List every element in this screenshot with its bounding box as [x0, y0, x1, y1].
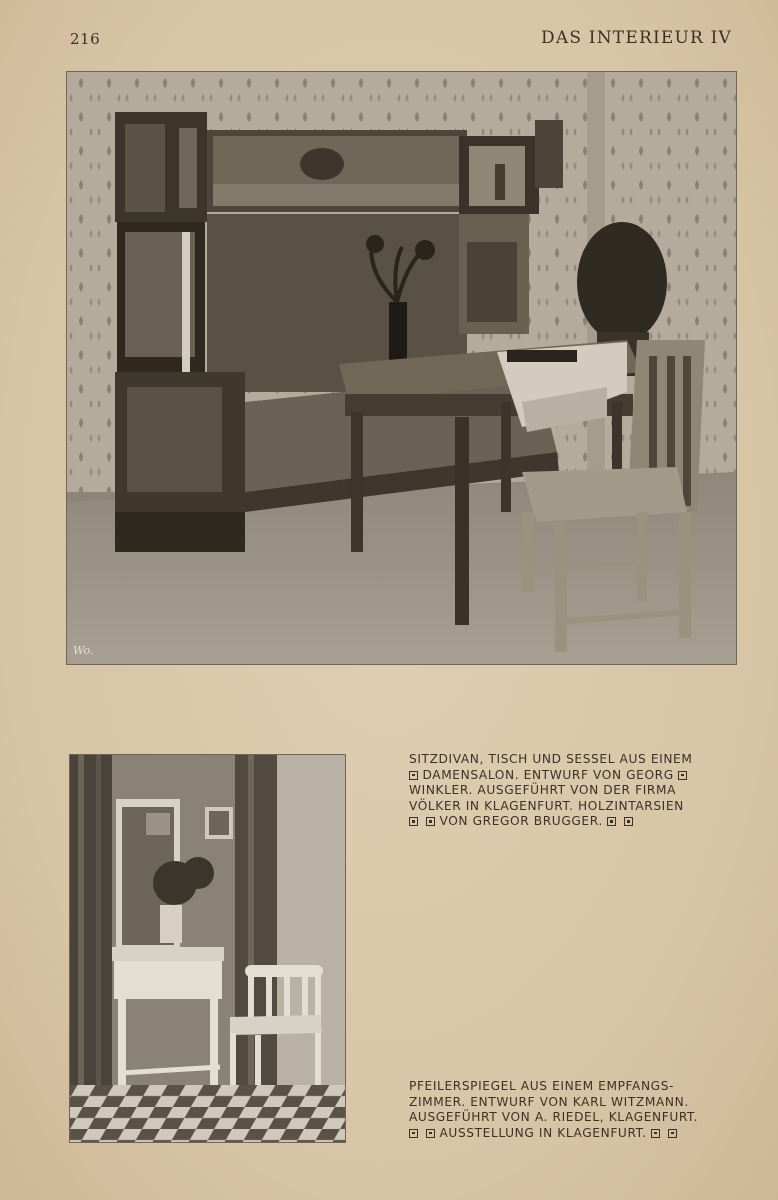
caption-line: PFEILERSPIEGEL AUS EINEM EMPFANGS-: [409, 1079, 675, 1093]
caption-line: DAMENSALON. ENTWURF VON GEORG: [422, 767, 674, 782]
square-ornament-icon: [624, 817, 633, 826]
caption-figure-1: [409, 752, 731, 830]
square-ornament-icon: [668, 1129, 677, 1138]
ornament-pair: [607, 814, 633, 828]
square-ornament-icon: [426, 817, 435, 826]
caption-line: AUSSTELLUNG IN KLAGENFURT.: [439, 1125, 647, 1140]
square-ornament-icon: [409, 817, 418, 826]
caption-line: SITZDIVAN, TISCH UND SESSEL AUS EINEM: [409, 752, 693, 766]
photo-pier-mirror: [70, 755, 345, 1142]
caption-line: WINKLER. AUSGEFÜHRT VON DER FIRMA: [409, 783, 677, 797]
photographer-signature: Wo.: [73, 644, 94, 657]
photo-divan-table-chair: [67, 72, 736, 664]
square-ornament-icon: [409, 771, 418, 780]
ornament-pair: [651, 1126, 677, 1140]
square-ornament-icon: [607, 817, 616, 826]
caption-line: VON GREGOR BRUGGER.: [439, 814, 603, 828]
caption-line-with-ornaments: [409, 814, 731, 830]
caption-line: ZIMMER. ENTWURF VON KARL WITZMANN.: [409, 1094, 689, 1109]
caption-line-with-ornaments: [409, 1126, 731, 1142]
square-ornament-icon: [651, 1129, 660, 1138]
ornament-pair: [409, 814, 435, 828]
ornament-pair: [409, 1126, 435, 1140]
caption-line-with-ornaments: [409, 768, 731, 784]
caption-line: AUSGEFÜHRT VON A. RIEDEL, KLAGENFURT.: [409, 1110, 699, 1124]
square-ornament-icon: [409, 1129, 418, 1138]
caption-figure-2: [409, 1079, 731, 1141]
photo-divan-illustration: [67, 72, 736, 664]
photo-mirror-illustration: [70, 755, 345, 1142]
caption-line: VÖLKER IN KLAGENFURT. HOLZINTARSIEN: [409, 798, 684, 813]
running-title: DAS INTERIEUR IV: [541, 28, 732, 48]
square-ornament-icon: [678, 771, 687, 780]
square-ornament-icon: [426, 1129, 435, 1138]
page-number: 216: [70, 30, 101, 48]
